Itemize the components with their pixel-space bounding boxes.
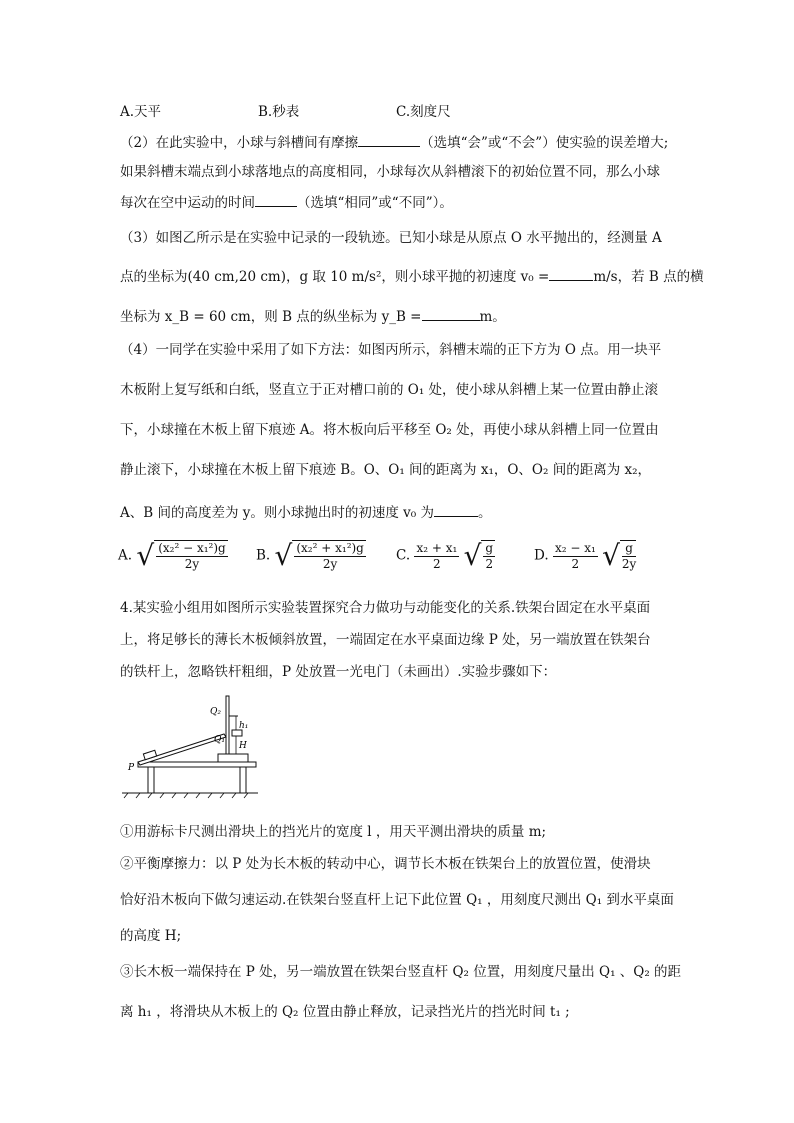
q2-text: （2）在此实验中，小球与斜槽间有摩擦 <box>120 135 359 151</box>
choice-c[interactable] <box>396 540 495 572</box>
ground-hatch <box>124 793 248 798</box>
answer-blank[interactable] <box>422 306 480 321</box>
option-c-ruler: C.刻度尺 <box>396 104 451 120</box>
incline-board <box>138 734 226 765</box>
choice-d[interactable] <box>534 540 636 572</box>
numerator: x₂ + x₁ <box>416 540 458 555</box>
answer-blank[interactable] <box>549 266 593 281</box>
option-b-stopwatch: B.秒表 <box>258 104 300 120</box>
stand-base <box>218 754 248 762</box>
choice-label: C. <box>396 547 411 564</box>
choice-b[interactable] <box>256 540 366 572</box>
label-H: H <box>239 741 247 751</box>
q3-line-1: （3）如图乙所示是在实验中记录的一段轨迹。已知小球是从原点 O 水平抛出的，经测量 A <box>120 230 662 246</box>
answer-blank[interactable] <box>358 132 420 147</box>
q2-text: 每次在空中运动的时间 <box>120 195 255 211</box>
choice-label: B. <box>256 547 271 564</box>
denominator: 2 <box>485 557 494 571</box>
denominator: 2y <box>184 557 200 571</box>
q3-text: m/s，若 B 点的横 <box>593 269 704 285</box>
q3-line-3 <box>120 306 506 327</box>
q3-text: 点的坐标为(40 cm,20 cm)，g 取 10 m/s²，则小球平抛的初速度 v₀ = <box>120 269 550 285</box>
q4-line-1: （4）一同学在实验中采用了如下方法：如图丙所示，斜槽末端的正下方为 O 点。用一块平 <box>120 342 662 358</box>
denominator: 2 <box>571 556 580 571</box>
p4-line-2: 上，将足够长的薄长木板倾斜放置，一端固定在水平桌面边缘 P 处，另一端放置在铁架台 <box>120 632 651 648</box>
label-h1: h₁ <box>239 721 249 731</box>
sqrt-symbol: √ <box>463 539 482 572</box>
step-3-line-2: 离 h₁ ，将滑块从木板上的 Q₂ 位置由静止释放，记录挡光片的挡光时间 t₁ ; <box>120 1004 570 1020</box>
step-2-line-1: ②平衡摩擦力：以 P 处为长木板的转动中心，调节长木板在铁架台上的放置位置，使滑块 <box>120 856 651 872</box>
denominator: 2 <box>433 556 441 571</box>
q2-line-3 <box>120 192 453 213</box>
choice-label: A. <box>118 547 133 564</box>
label-q1: Q₁ <box>214 735 225 745</box>
table-leg <box>240 767 246 793</box>
q4-text: 。 <box>478 505 492 521</box>
choice-a[interactable] <box>118 540 228 572</box>
q2-text: （选填“会”或“不会”）使实验的误差增大; <box>420 135 669 151</box>
denominator: 2y <box>322 557 338 571</box>
q2-line-1 <box>120 132 668 153</box>
label-q2: Q₂ <box>210 707 221 717</box>
q3-text: 坐标为 x_B = 60 cm，则 B 点的纵坐标为 y_B = <box>120 309 422 325</box>
step-2-line-2: 恰好沿木板向下做匀速运动.在铁架台竖直杆上记下此位置 Q₁ ，用刻度尺测出 Q₁ 到水平桌面 <box>120 892 674 908</box>
q2-line-2: 如果斜槽末端点到小球落地点的高度相同，小球每次从斜槽滚下的初始位置不同，那么小球 <box>120 164 660 180</box>
step-2-line-3: 的高度 H; <box>120 928 182 944</box>
q4-line-4: 静止滚下，小球撞在木板上留下痕迹 B。O、O₁ 间的距离为 x₁，O、O₂ 间的距离为 x₂， <box>120 462 652 478</box>
sqrt-symbol: √ <box>602 539 620 572</box>
sqrt-symbol: √ <box>136 539 155 572</box>
option-a-balance: A.天平 <box>120 104 162 120</box>
denominator: 2y <box>621 557 637 571</box>
stand-pole <box>226 696 229 754</box>
label-P: P <box>128 763 135 773</box>
q4-line-5 <box>120 502 492 523</box>
numerator: g <box>622 541 636 557</box>
q4-text: A、B 间的高度差为 y。则小球抛出时的初速度 v₀ 为 <box>120 505 434 521</box>
table-leg <box>148 767 154 793</box>
numerator: g <box>485 541 494 555</box>
answer-blank[interactable] <box>434 502 478 517</box>
numerator: (x₂² − x₁²)g <box>158 541 226 555</box>
q4-line-2: 木板附上复写纸和白纸，竖直立于正对槽口前的 O₁ 处，使小球从斜槽上某一位置由静止滚 <box>120 382 659 398</box>
apparatus-figure <box>120 690 260 800</box>
q3-line-2 <box>120 266 704 287</box>
numerator: (x₂² + x₁²)g <box>296 541 364 555</box>
p4-line-3: 的铁杆上，忽略铁杆粗细，P 处放置一光电门（未画出）.实验步骤如下： <box>120 664 557 680</box>
sqrt-symbol: √ <box>274 539 293 572</box>
step-1: ①用游标卡尺测出滑块上的挡光片的宽度 l ，用天平测出滑块的质量 m; <box>120 824 547 840</box>
q3-text: m。 <box>479 309 506 325</box>
choice-label: D. <box>534 547 549 564</box>
table-top <box>138 762 256 767</box>
answer-blank[interactable] <box>255 192 297 207</box>
step-3-line-1: ③长木板一端保持在 P 处，另一端放置在铁架台竖直杆 Q₂ 位置，用刻度尺量出 Q₁ 、Q₂ 的距 <box>120 964 682 980</box>
q2-text: （选填“相同”或“不同”）。 <box>297 195 453 211</box>
q4-line-3: 下，小球撞在木板上留下痕迹 A。将木板向后平移至 O₂ 处，再使小球从斜槽上同一位置由 <box>120 422 659 438</box>
numerator: x₂ − x₁ <box>554 540 596 555</box>
p4-line-1: 4.某实验小组用如图所示实验装置探究合力做功与动能变化的关系.铁架台固定在水平桌面 <box>120 600 651 616</box>
